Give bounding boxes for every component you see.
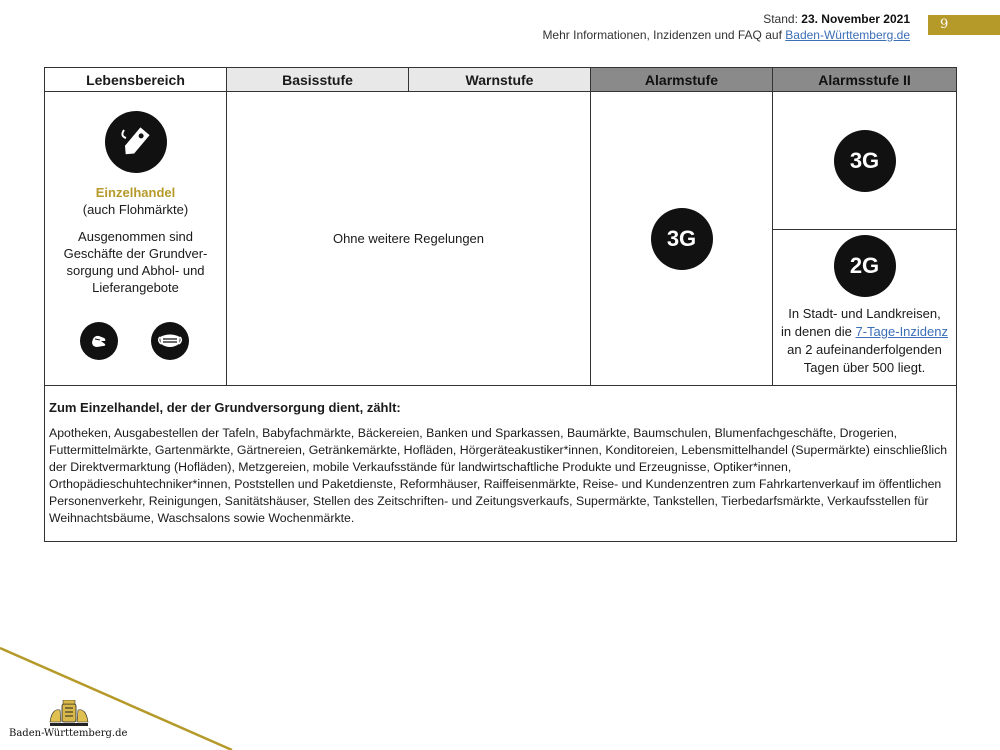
- note-line-3: an 2 aufeinanderfolgenden Tagen über 500 liegt.: [787, 342, 942, 375]
- hand-washing-icon: [80, 322, 118, 360]
- basis-warn-cell: [227, 92, 591, 386]
- stand-line: [542, 11, 910, 27]
- page-number: 9: [928, 15, 1000, 35]
- basis-warn-text: Ohne weitere Regelungen: [332, 231, 485, 246]
- table-header-row: [45, 68, 957, 92]
- alarm2-2g-badge: 2G: [834, 235, 896, 297]
- coat-of-arms-icon: [46, 700, 92, 728]
- alarm-3g-badge: 3G: [651, 208, 713, 270]
- grundversorgung-title: Zum Einzelhandel, der der Grundversorgung dient, zählt:: [49, 400, 401, 415]
- life-subtitle: (auch Flohmärkte): [82, 202, 189, 217]
- col-header-alarmstufe-2: Alarmsstufe II: [773, 68, 957, 92]
- table-row: [45, 386, 957, 542]
- life-title: Einzelhandel: [95, 185, 176, 200]
- info-text: Mehr Informationen, Inzidenzen und FAQ auf: [542, 28, 782, 42]
- alarm2-bottom-cell: [773, 230, 957, 386]
- rules-table: [44, 67, 957, 542]
- face-mask-icon: [151, 322, 189, 360]
- note-line-1: In Stadt- und Landkreisen,: [788, 306, 941, 321]
- grundversorgung-cell: [45, 386, 957, 542]
- col-header-basisstufe: Basisstufe: [227, 68, 409, 92]
- table-row: [45, 92, 957, 230]
- incidence-link[interactable]: 7-Tage-Inzidenz: [855, 324, 948, 339]
- life-cell: [45, 92, 227, 386]
- col-header-warnstufe: Warnstufe: [409, 68, 591, 92]
- info-line: [542, 27, 910, 43]
- header-info: [542, 11, 910, 43]
- col-header-lebensbereich: Lebensbereich: [45, 68, 227, 92]
- price-tag-icon: [105, 111, 167, 173]
- alarm2-note: [773, 305, 956, 377]
- footer-brand: Baden-Württemberg.de: [9, 728, 128, 739]
- life-description: Ausgenommen sind Geschäfte der Grundver-sorgung und Abhol- und Lieferangebote: [63, 229, 208, 295]
- stand-label: Stand:: [763, 12, 798, 26]
- info-link[interactable]: Baden-Württemberg.de: [785, 28, 910, 42]
- grundversorgung-text: Apotheken, Ausgabestellen der Tafeln, Babyfachmärkte, Bäckereien, Banken und Sparkassen, Baumärkte, Baumschulen, Blumenfachgeschäfte, Drogerien, Futtermittelmärkte, Gartenmärkte, Gärtnereien, Getränkemärkte, Hofläden, Hörgeräteakustiker*innen, Konditoreien, Lebensmittelhandel (Supermärkte) einschließlich der Direktvermarktung (Hofläden), Metzgereien, mobile Verkaufsstände für landwirtschaftliche Produkte und Erzeugnisse, Optiker*innen, Orthopädieschuhtechniker*innen, Poststellen und Paketdienste, Reformhäuser, Raiffeisenmärkte, Reise- und Kundenzentren zum Fahrkartenverkauf im öffentlichen Personenverkehr, Reinigungen, Sanitätshäuser, Stellen des Zeitschriften- und Zeitungsverkaufs, Supermärkte, Tankstellen, Tierbedarfsmärkte, Verkaufsstellen für Weihnachtsbäume, Waschsalons sowie Wochenmärkte.: [49, 426, 948, 525]
- stand-date: 23. November 2021: [801, 12, 910, 26]
- alarm2-3g-badge: 3G: [834, 130, 896, 192]
- col-header-alarmstufe: Alarmstufe: [591, 68, 773, 92]
- alarm-cell: [591, 92, 773, 386]
- note-line-2: in denen die: [781, 324, 852, 339]
- alarm2-top-cell: [773, 92, 957, 230]
- hygiene-icons: [45, 322, 226, 360]
